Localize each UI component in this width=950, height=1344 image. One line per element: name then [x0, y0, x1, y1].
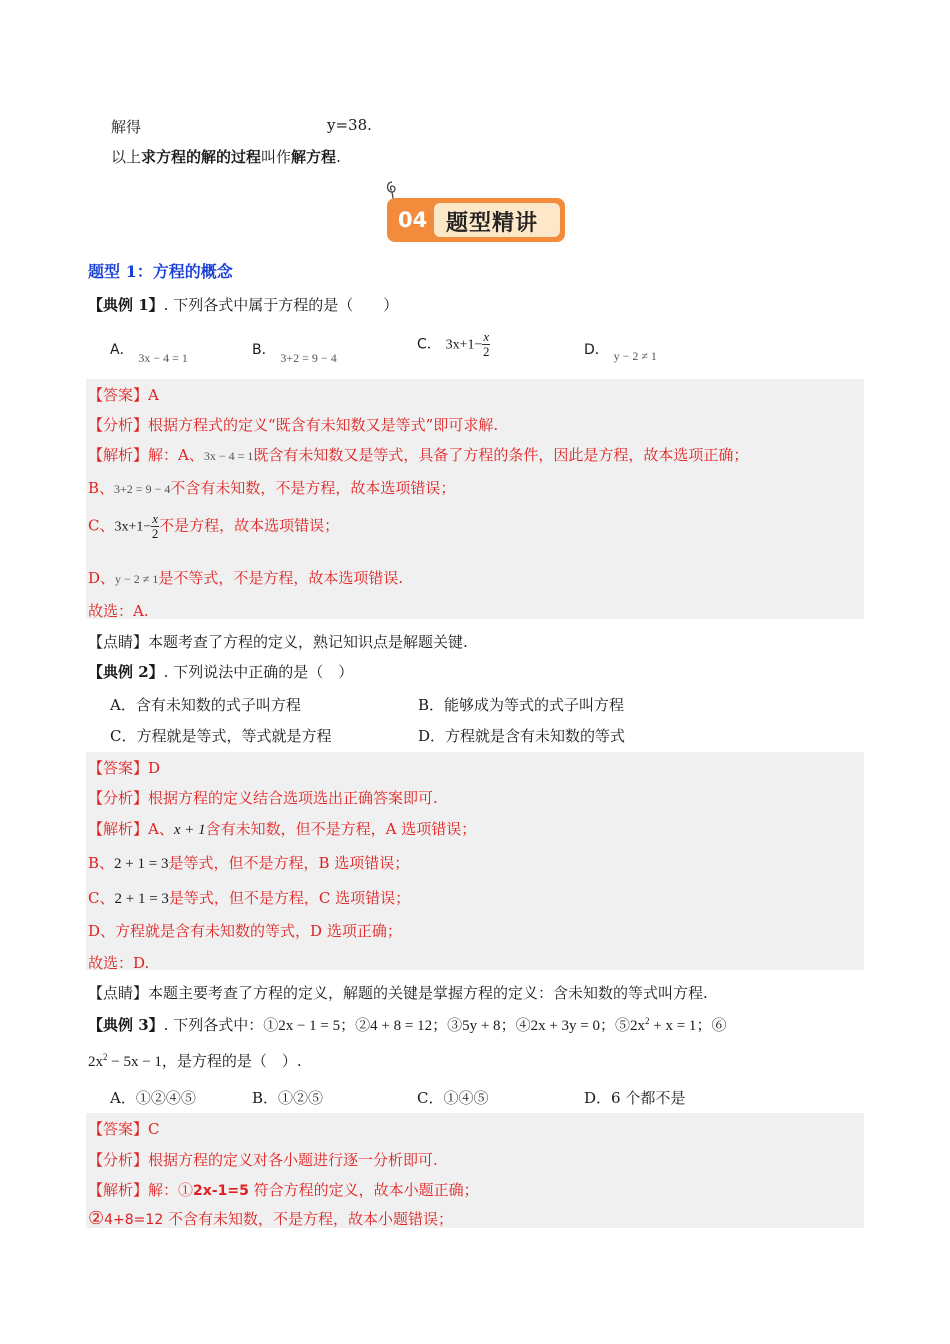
ex1-answer: 【答案】A: [88, 386, 159, 404]
summary-part-bold: 解方程: [291, 148, 337, 166]
solution-expr: 3x − 4 = 1: [203, 449, 254, 463]
ex1-solution-line3: [88, 512, 339, 541]
solution-expr: 3x+1−: [114, 519, 152, 535]
fraction-denominator: 2: [483, 344, 490, 359]
summary-part: 以上: [111, 148, 142, 166]
solution-prefix: 【解析】A、: [88, 820, 174, 838]
ex2-question-text: . 下列说法中正确的是（ ）: [163, 663, 354, 681]
ex3-option-b: B．①②⑤: [252, 1089, 324, 1107]
question-expr: 5y + 8: [462, 1018, 501, 1034]
question-text: ；⑤: [600, 1016, 631, 1034]
solution-text: 含有未知数，但不是方程，A 选项错误；: [205, 820, 477, 838]
intro-summary: [111, 146, 341, 167]
solution-text: 不含有未知数，不是方程，故本选项错误；: [170, 479, 456, 497]
ex1-solution-line4: [88, 567, 403, 588]
solution-prefix: 【解析】解：①: [88, 1181, 194, 1199]
ex1-solution-line1: [88, 444, 748, 465]
ex3-label: 【典例 3】: [88, 1016, 164, 1034]
ex3-option-c: C．①④⑤: [417, 1089, 489, 1107]
solve-value: y=38.: [327, 116, 372, 134]
solution-text: 不含有未知数，不是方程，故本小题错误；: [163, 1210, 454, 1228]
solution-text: 既含有未知数又是等式，具备了方程的条件，因此是方程，故本选项正确；: [253, 446, 749, 464]
fraction-denominator: 2: [151, 526, 159, 541]
solution-prefix: 【解析】解：A、: [88, 446, 204, 464]
ex2-question: [88, 661, 353, 682]
solution-prefix: B、: [88, 479, 115, 497]
solution-prefix: B、: [88, 854, 115, 872]
ex1-question: [88, 294, 398, 315]
ex3-solution-line1: [88, 1179, 479, 1200]
option-expr: y − 2 ≠ 1: [613, 349, 657, 363]
ex3-question-line1: [88, 1014, 726, 1035]
question-text: ；⑥: [696, 1016, 727, 1034]
ex1-comment: 【点睛】本题考查了方程的定义，熟记知识点是解题关键.: [88, 633, 468, 651]
option-letter: D．: [584, 342, 609, 358]
solution-expr: x + 1: [173, 822, 206, 838]
ex2-option-a: A．含有未知数的式子叫方程: [110, 696, 301, 714]
option-fraction: [482, 330, 490, 359]
solution-expr: y − 2 ≠ 1: [115, 572, 159, 586]
ex3-option-d: D．6 个都不是: [584, 1089, 686, 1107]
ex1-question-text: . 下列各式中属于方程的是（ ）: [163, 296, 399, 314]
option-letter: A．: [110, 342, 134, 358]
summary-part-bold: 求方程的解的过程: [141, 148, 262, 166]
summary-part: 叫作: [261, 148, 292, 166]
ex2-solution-line3: [88, 887, 410, 908]
solution-text: 是等式，但不是方程，C 选项错误；: [168, 889, 411, 907]
option-letter: B．: [252, 342, 276, 358]
ex3-option-a: A．①②④⑤: [110, 1089, 196, 1107]
ex2-option-b: B．能够成为等式的式子叫方程: [418, 696, 625, 714]
summary-part: .: [336, 148, 341, 166]
question-expr: 4 + 8 = 12: [370, 1018, 433, 1034]
fraction-numerator: x: [152, 511, 159, 526]
solution-prefix: D、: [88, 569, 116, 587]
ex2-label: 【典例 2】: [88, 663, 164, 681]
solution-text: 符合方程的定义，故本小题正确；: [248, 1181, 479, 1199]
ex2-comment: 【点睛】本题主要考查了方程的定义，解题的关键是掌握方程的定义：含未知数的等式叫方程.: [88, 984, 708, 1002]
topic-heading: 题型 1：方程的概念: [88, 262, 233, 281]
question-text: ，是方程的是（ ）.: [161, 1052, 302, 1070]
ex2-option-d: D．方程就是含有未知数的等式: [418, 727, 626, 745]
solution-expr: 2 + 1 = 3: [114, 891, 169, 907]
ex2-answer: 【答案】D: [88, 759, 161, 777]
solve-label: 解得: [111, 118, 142, 136]
ex2-solution-line2: [88, 852, 409, 873]
ex1-option-d: [584, 339, 657, 363]
solution-text: 是不等式，不是方程，故本选项错误.: [158, 569, 404, 587]
question-text: ；③: [432, 1016, 463, 1034]
question-expr: 2x + 3y = 0: [530, 1018, 600, 1034]
ex2-option-c: C．方程就是等式，等式就是方程: [110, 727, 332, 745]
ex2-analysis: 【分析】根据方程的定义结合选项选出正确答案即可.: [88, 789, 438, 807]
ex3-analysis: 【分析】根据方程的定义对各小题进行逐一分析即可.: [88, 1151, 438, 1169]
fraction-numerator: x: [483, 329, 490, 344]
option-expr: 3x+1−: [445, 337, 483, 353]
question-exponent: 2: [103, 1052, 108, 1062]
ex1-label: 【典例 1】: [88, 296, 164, 314]
ex1-option-a: [110, 339, 188, 365]
solution-fraction: [151, 512, 159, 541]
ex1-solution-line2: [88, 477, 455, 498]
ex3-question-line2: [88, 1050, 302, 1071]
solution-marker: ②: [88, 1208, 105, 1229]
question-expr: 2x − 1 = 5: [278, 1018, 341, 1034]
question-text: ；②: [340, 1016, 371, 1034]
solution-expr: 2x-1=5: [193, 1183, 249, 1199]
ex2-solution-line1: [88, 818, 476, 839]
ex1-option-c: [417, 330, 490, 359]
ex1-analysis: 【分析】根据方程式的定义“既含有未知数又是等式”即可求解.: [88, 416, 499, 434]
solution-expr: 2 + 1 = 3: [114, 856, 169, 872]
section-title: 题型精讲: [446, 211, 539, 236]
question-expr: 2x: [630, 1018, 646, 1034]
ex3-solution-line2: [88, 1208, 453, 1229]
ex2-solution-line5: 故选：D.: [88, 954, 150, 972]
solution-text: 不是方程，故本选项错误；: [159, 516, 340, 535]
solution-prefix: C、: [88, 516, 115, 535]
solution-text: 是等式，但不是方程，B 选项错误；: [168, 854, 410, 872]
section-number: 04: [398, 208, 428, 232]
solution-expr: 4+8=12: [104, 1212, 164, 1228]
question-exponent: 2: [645, 1016, 650, 1026]
ex1-solution-line5: 故选：A.: [88, 602, 149, 620]
option-letter: C．: [417, 336, 441, 353]
question-expr: + x = 1: [649, 1018, 697, 1034]
option-expr: 3x − 4 = 1: [138, 351, 188, 365]
option-expr: 3+2 = 9 − 4: [280, 351, 337, 365]
ex2-solution-line4: D、方程就是含有未知数的等式，D 选项正确；: [88, 922, 402, 940]
question-text: . 下列各式中：①: [163, 1016, 279, 1034]
ex3-answer: 【答案】C: [88, 1120, 160, 1138]
ex1-option-b: [252, 339, 337, 365]
solution-expr: 3+2 = 9 − 4: [114, 482, 171, 496]
solution-prefix: C、: [88, 889, 115, 907]
question-expr: − 5x − 1: [107, 1054, 162, 1070]
question-text: ；④: [500, 1016, 531, 1034]
question-expr: 2x: [88, 1054, 103, 1070]
